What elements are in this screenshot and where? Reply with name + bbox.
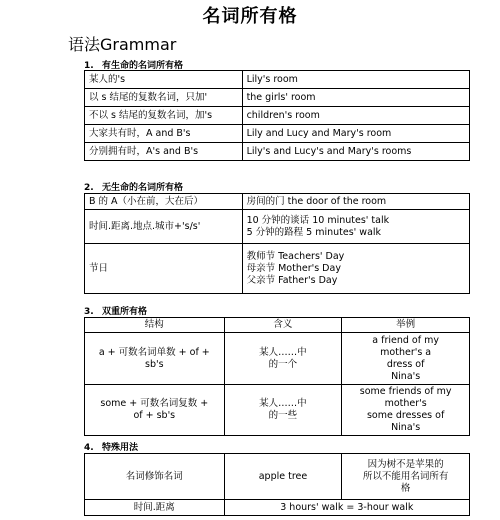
example-cell bbox=[242, 194, 469, 210]
example-cell bbox=[242, 244, 469, 294]
inanimate-possessive-table bbox=[84, 193, 470, 294]
section-1-title: 有生命的名词所有格 bbox=[102, 61, 184, 71]
example-cell: Lily's room bbox=[242, 71, 469, 89]
usage-cell: 时间.距离 bbox=[85, 500, 225, 516]
section-4-title: 特殊用法 bbox=[102, 443, 139, 453]
example-cell bbox=[342, 385, 470, 436]
page-title: 名词所有格 bbox=[202, 6, 298, 27]
cell-line: a + 可数名词单数 + of + bbox=[98, 346, 210, 358]
example-cell: Lily's and Lucy's and Mary's rooms bbox=[242, 143, 469, 161]
example-line: 5 分钟的路程 5 minutes' walk bbox=[246, 226, 382, 238]
special-usage-table bbox=[84, 453, 470, 516]
animate-possessive-table bbox=[84, 70, 470, 161]
cell-line: 某人……中 bbox=[259, 346, 307, 358]
table-row bbox=[85, 210, 470, 244]
explanation-cell bbox=[342, 454, 470, 500]
cell-line: mother's a bbox=[380, 346, 432, 358]
table-row bbox=[85, 385, 470, 436]
section-3-number: 3. bbox=[84, 307, 94, 317]
rule-cell: 大家共有时，A and B's bbox=[85, 125, 243, 143]
table-header-row bbox=[85, 318, 470, 333]
cell-line: some dresses of bbox=[366, 410, 445, 421]
example-cell: the girls' room bbox=[242, 89, 469, 107]
structure-cell bbox=[85, 385, 225, 436]
section-3-heading bbox=[84, 304, 147, 317]
section-4-number: 4. bbox=[84, 443, 94, 453]
example-cell bbox=[342, 333, 470, 385]
structure-cell bbox=[85, 333, 225, 385]
rule-cell: 节日 bbox=[85, 244, 243, 294]
table-row bbox=[85, 194, 470, 210]
cell-line: 某人……中 bbox=[259, 398, 307, 409]
example-line: 父亲节 Father's Day bbox=[246, 274, 338, 286]
table-row bbox=[85, 500, 470, 516]
page-subtitle: 语法Grammar bbox=[68, 35, 177, 54]
cell-line: 所以不能用名词所有 bbox=[362, 470, 449, 482]
example-line: 教师节 Teachers' Day bbox=[246, 250, 345, 262]
example-line: 房间的门 the door of the room bbox=[246, 195, 387, 207]
cell-line: a friend of my bbox=[372, 334, 439, 346]
table-row bbox=[85, 454, 470, 500]
table-row bbox=[85, 71, 470, 89]
meaning-cell bbox=[224, 333, 342, 385]
table-row bbox=[85, 143, 470, 161]
meaning-cell bbox=[224, 385, 342, 436]
rule-cell: 以 s 结尾的复数名词，只加' bbox=[85, 89, 243, 107]
cell-line: dress of bbox=[386, 358, 425, 370]
table-row bbox=[85, 89, 470, 107]
cell-line: 格 bbox=[400, 482, 411, 494]
example-line: 母亲节 Mother's Day bbox=[246, 262, 341, 274]
example-cell: Lily and Lucy and Mary's room bbox=[242, 125, 469, 143]
section-2-title: 无生命的名词所有格 bbox=[102, 183, 184, 193]
table-row bbox=[85, 107, 470, 125]
rule-cell: 分别拥有时，A's and B's bbox=[85, 143, 243, 161]
cell-line: some + 可数名词复数 + bbox=[100, 398, 209, 409]
cell-line: sb's bbox=[145, 358, 164, 370]
example-cell: children's room bbox=[242, 107, 469, 125]
table-row bbox=[85, 333, 470, 385]
cell-line: 的一个 bbox=[268, 358, 298, 370]
example-cell: apple tree bbox=[224, 454, 342, 500]
column-header: 结构 bbox=[85, 318, 225, 333]
cell-line: 的一些 bbox=[268, 410, 298, 421]
section-2-heading bbox=[84, 180, 183, 193]
example-cell: 3 hours' walk = 3-hour walk bbox=[224, 500, 469, 516]
column-header: 含义 bbox=[224, 318, 342, 333]
section-4-heading bbox=[84, 440, 138, 453]
rule-cell: B 的 A（小在前，大在后） bbox=[85, 194, 243, 210]
table-row bbox=[85, 125, 470, 143]
rule-cell: 某人的's bbox=[85, 71, 243, 89]
usage-cell: 名词修饰名词 bbox=[85, 454, 225, 500]
rule-cell: 时间.距离.地点.城市+'s/s' bbox=[85, 210, 243, 244]
cell-line: Nina's bbox=[391, 422, 421, 433]
cell-line: of + sb's bbox=[133, 410, 176, 421]
section-2-number: 2. bbox=[84, 183, 94, 193]
example-cell bbox=[242, 210, 469, 244]
cell-line: mother's bbox=[384, 398, 427, 409]
example-line: 10 分钟的谈话 10 minutes' talk bbox=[246, 214, 390, 226]
column-header: 举例 bbox=[342, 318, 470, 333]
section-1-number: 1. bbox=[84, 61, 94, 71]
cell-line: 因为树不是苹果的 bbox=[367, 458, 444, 470]
cell-line: Nina's bbox=[391, 370, 421, 382]
cell-line: some friends of my bbox=[359, 386, 452, 397]
table-row bbox=[85, 244, 470, 294]
rule-cell: 不以 s 结尾的复数名词，加's bbox=[85, 107, 243, 125]
section-3-title: 双重所有格 bbox=[102, 307, 148, 317]
double-possessive-table bbox=[84, 317, 470, 436]
